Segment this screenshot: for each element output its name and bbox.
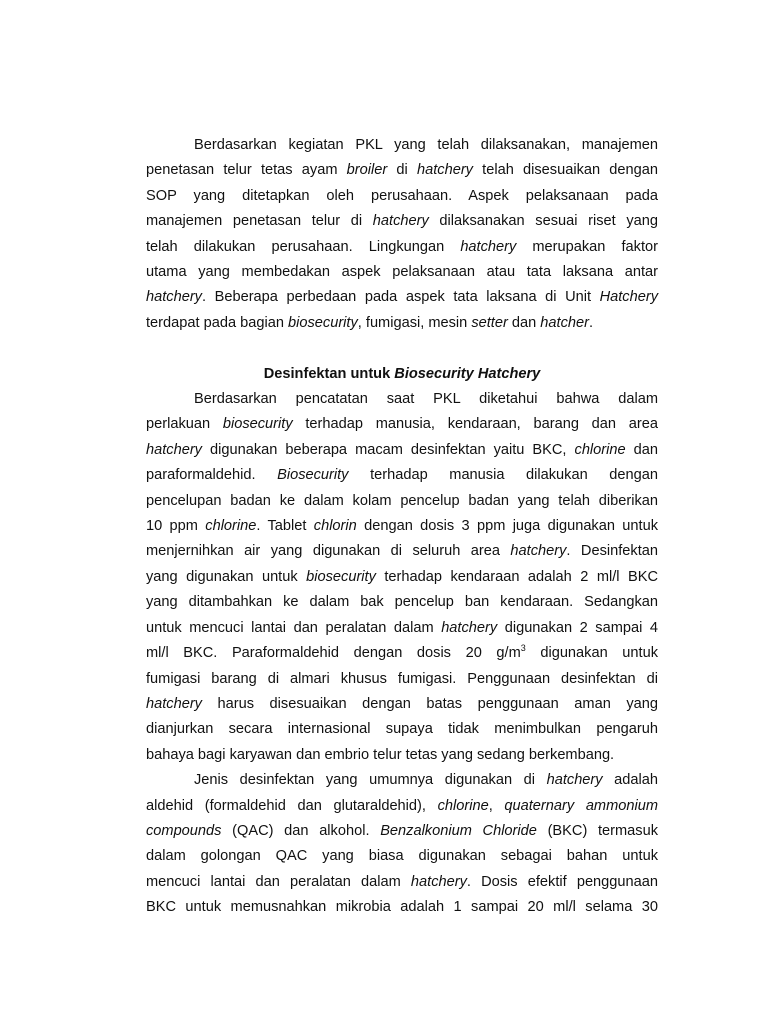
text-line — [146, 844, 658, 869]
text-run: terhadap manusia, kendaraan, barang dan area — [292, 416, 658, 433]
text-line — [146, 311, 658, 336]
italic-text: Hatchery — [599, 289, 658, 306]
text-run: untuk mencuci lantai dan peralatan dalam — [146, 619, 442, 636]
text-line — [146, 717, 658, 742]
text-run: pencelupan badan ke dalam kolam pencelup badan yang telah diberikan — [146, 492, 658, 509]
italic-text: hatchery — [410, 873, 467, 890]
italic-text: Biosecurity — [277, 467, 349, 484]
text-run: (QAC) dan alkohol. — [221, 822, 381, 839]
text-run: fumigasi barang di almari khusus fumigasi. Penggunaan desinfektan di — [146, 670, 658, 687]
text-run: dan — [625, 441, 658, 458]
italic-text: chlorine — [574, 441, 626, 458]
italic-text: chlorine — [205, 518, 257, 535]
text-run: dianjurkan secara internasional supaya tidak menimbulkan pengaruh — [146, 721, 658, 738]
text-line — [146, 387, 658, 412]
section-heading — [146, 362, 658, 387]
text-run: aldehid (formaldehid dan glutaraldehid), — [146, 797, 438, 814]
text-run: . Dosis efektif penggunaan — [466, 873, 658, 890]
text-line — [146, 158, 658, 183]
text-line — [146, 463, 658, 488]
text-run: terhadap kendaraan adalah 2 ml/l BKC — [375, 568, 658, 585]
text-run: dan — [507, 314, 541, 331]
italic-text: biosecurity — [288, 314, 358, 331]
text-run: menjernihkan air yang digunakan di seluruh area — [146, 543, 511, 560]
text-line — [146, 565, 658, 590]
text-run: SOP yang ditetapkan oleh perusahaan. Aspek pelaksanaan pada — [146, 187, 658, 204]
text-run: BKC untuk memusnahkan mikrobia adalah 1 sampai 20 ml/l selama 30 — [146, 899, 658, 916]
text-run: . Beberapa perbedaan pada aspek tata laksana di Unit — [201, 289, 600, 306]
text-line — [146, 768, 658, 793]
text-line — [146, 870, 658, 895]
text-run: mencuci lantai dan peralatan dalam — [146, 873, 411, 890]
text-line — [146, 209, 658, 234]
paragraph-disinfectant-types — [146, 768, 658, 920]
text-run: yang ditambahkan ke dalam bak pencelup ban kendaraan. Sedangkan — [146, 594, 658, 611]
italic-text: hatchery — [417, 162, 473, 179]
text-line — [146, 260, 658, 285]
text-line — [146, 794, 658, 819]
text-run: Berdasarkan pencatatan saat PKL diketahui bahwa dalam — [194, 391, 658, 408]
text-line — [146, 412, 658, 437]
text-run: 10 ppm — [146, 518, 206, 535]
text-line — [146, 616, 658, 641]
text-line — [146, 895, 658, 920]
italic-text: hatchery — [372, 213, 429, 230]
text-run: telah disesuaikan dengan — [472, 162, 658, 179]
italic-text: Benzalkonium Chloride — [380, 822, 537, 839]
text-line — [146, 285, 658, 310]
text-run: digunakan 2 sampai 4 — [497, 619, 658, 636]
superscript-text: 3 — [520, 643, 526, 654]
text-line — [146, 184, 658, 209]
text-run: digunakan beberapa macam desinfektan yaitu BKC, — [201, 441, 575, 458]
italic-text: compounds — [146, 822, 222, 839]
italic-text: setter — [471, 314, 508, 331]
text-run: merupakan faktor — [516, 238, 658, 255]
text-line — [146, 235, 658, 260]
italic-text: quaternary ammonium — [504, 797, 658, 814]
text-run: terdapat pada bagian — [146, 314, 289, 331]
text-run: terhadap manusia dilakukan dengan — [348, 467, 658, 484]
text-run: bahaya bagi karyawan dan embrio telur tetas yang sedang berkembang. — [146, 746, 615, 763]
italic-text: hatchery — [146, 441, 202, 458]
italic-text: hatchery — [510, 543, 567, 560]
text-run: . Tablet — [256, 518, 314, 535]
text-line — [146, 743, 658, 768]
italic-text: chlorin — [313, 518, 357, 535]
text-run: Desinfektan untuk — [263, 365, 395, 382]
text-run: harus disesuaikan dengan batas penggunaan aman yang — [201, 695, 658, 712]
text-line — [146, 641, 658, 666]
text-run: . Desinfektan — [566, 543, 658, 560]
text-run: penetasan telur tetas ayam — [146, 162, 347, 179]
text-run: adalah — [602, 772, 658, 789]
italic-text: hatchery — [546, 772, 603, 789]
text-run: , — [488, 797, 505, 814]
text-line — [146, 692, 658, 717]
text-run: Berdasarkan kegiatan PKL yang telah dilaksanakan, manajemen — [194, 137, 658, 153]
document-page — [146, 133, 658, 921]
italic-text: hatchery — [460, 238, 517, 255]
text-run: (BKC) termasuk — [536, 822, 658, 839]
text-line — [146, 133, 658, 158]
text-line — [146, 489, 658, 514]
text-run: paraformaldehid. — [146, 467, 278, 484]
italic-text: hatchery — [146, 289, 202, 306]
text-line — [146, 539, 658, 564]
italic-text: Biosecurity Hatchery — [394, 365, 541, 382]
text-run: dilaksanakan sesuai riset yang — [428, 213, 658, 230]
text-run: digunakan untuk — [525, 645, 658, 662]
text-line — [146, 819, 658, 844]
text-run: manajemen penetasan telur di — [146, 213, 373, 230]
text-run: , fumigasi, mesin — [357, 314, 472, 331]
italic-text: biosecurity — [306, 568, 376, 585]
italic-text: hatcher — [540, 314, 589, 331]
text-run: di — [387, 162, 417, 179]
text-run: perlakuan — [146, 416, 223, 433]
text-line — [146, 590, 658, 615]
italic-text: chlorine — [437, 797, 489, 814]
text-line — [146, 514, 658, 539]
paragraph-intro — [146, 133, 658, 336]
text-run: Jenis desinfektan yang umumnya digunakan di — [194, 772, 547, 789]
italic-text: hatchery — [146, 695, 202, 712]
text-run: dengan dosis 3 ppm juga digunakan untuk — [356, 518, 658, 535]
text-run: telah dilakukan perusahaan. Lingkungan — [146, 238, 461, 255]
text-run: dalam golongan QAC yang biasa digunakan sebagai bahan untuk — [146, 848, 658, 865]
text-run: . — [588, 314, 594, 331]
text-run: yang digunakan untuk — [146, 568, 307, 585]
italic-text: hatchery — [441, 619, 498, 636]
text-run: utama yang membedakan aspek pelaksanaan atau tata laksana antar — [146, 264, 658, 281]
italic-text: biosecurity — [222, 416, 293, 433]
paragraph-biosecurity — [146, 387, 658, 768]
text-line — [146, 667, 658, 692]
text-line — [146, 438, 658, 463]
text-run: ml/l BKC. Paraformaldehid dengan dosis 20 g/m — [146, 645, 521, 662]
italic-text: broiler — [346, 162, 388, 179]
